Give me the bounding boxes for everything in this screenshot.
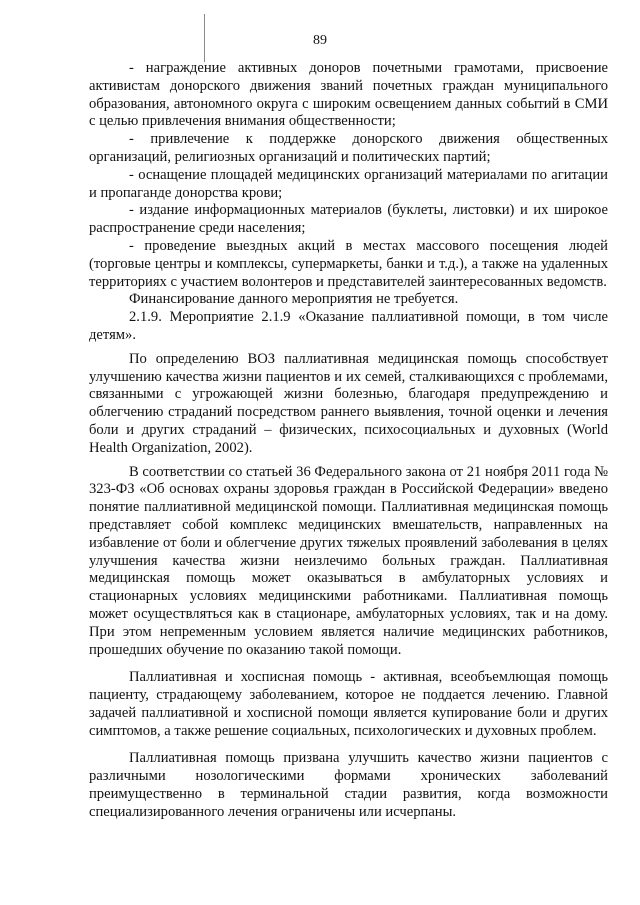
paragraph-who-definition: По определению ВОЗ паллиативная медицинская помощь способствует улучшению качества жизни пациентов и их семей, сталкивающихся с проблемами, связанными с угрожающей жизни болезнью, благодаря предупреждению и облегчению страданий посредством раннего выявления, точной оценки и лечения боли и других страданий – физических, психосоциальных и духовных (World Health Organization, 2002). [89, 350, 608, 456]
page-number: 89 [313, 33, 327, 48]
paragraph-palliative-goal: Паллиативная помощь призвана улучшить качество жизни пациентов с различными нозологическими формами хронических заболеваний преимущественно в терминальной стадии развития, когда возможности специализированного лечения ограничены или исчерпаны. [89, 750, 608, 820]
list-item-publications: - издание информационных материалов (буклеты, листовки) и их широкое распространение среди населения; [89, 202, 608, 237]
list-item-outreach: - проведение выездных акций в местах массового посещения людей (торговые центры и комплексы, супермаркеты, банки и т.д.), а также на удаленных территориях с участием волонтеров и представителей заинтересованных ведомств. [89, 237, 608, 290]
financing-note: Финансирование данного мероприятия не требуется. [129, 291, 459, 308]
list-item-equipment: - оснащение площадей медицинских организаций материалами по агитации и пропаганде донорства крови; [89, 166, 608, 201]
list-item-awards: - награждение активных доноров почетными грамотами, присвоение активистам донорского движения званий почетных граждан муниципального образования, автономного округа с широким освещением данных событий в СМИ с целью привлечения внимания общественности; [89, 60, 608, 130]
section-heading-2-1-9: 2.1.9. Мероприятие 2.1.9 «Оказание паллиативной помощи, в том числе детям». [89, 309, 608, 343]
list-item-support: - привлечение к поддержке донорского движения общественных организаций, религиозных организаций и политических партий; [89, 131, 608, 165]
page-body [89, 60, 608, 822]
paragraph-hospice-care: Паллиативная и хосписная помощь - активная, всеобъемлющая помощь пациенту, страдающему заболеванием, которое не поддается лечению. Главной задачей паллиативной и хосписной помощи является купирование боли и других симптомов, а также решение социальных, психологических и духовных проблем. [89, 669, 608, 739]
paragraph-federal-law: В соответствии со статьей 36 Федерального закона от 21 ноября 2011 года № 323-ФЗ «Об основах охраны здоровья граждан в Российской Федерации» введено понятие паллиативной медицинской помощи. Паллиативная медицинская помощь представляет собой комплекс медицинских вмешательств, направленных на избавление от боли и облегчение других тяжелых проявлений заболевания в целях улучшения качества жизни неизлечимо больных граждан. Паллиативная медицинская помощь может оказываться в амбулаторных условиях и стационарных условиях медицинскими работниками. Паллиативная помощь может осуществляться как в стационаре, амбулаторных условиях, так и на дому. При этом непременным условием является наличие медицинских работников, прошедших обучение по оказанию такой помощи. [89, 463, 608, 658]
